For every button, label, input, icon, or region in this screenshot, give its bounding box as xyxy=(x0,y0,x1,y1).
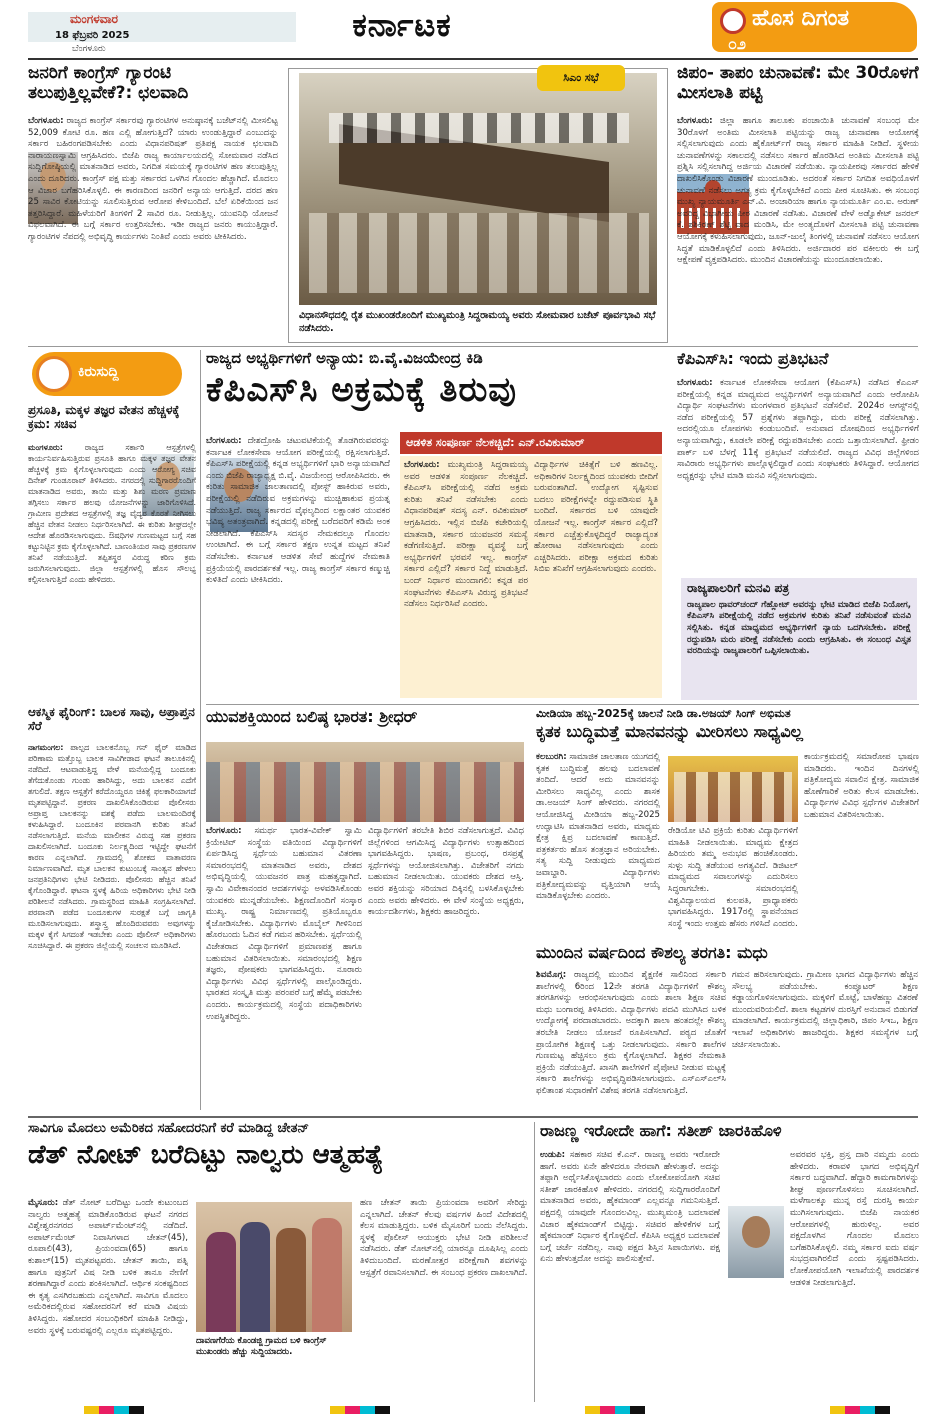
article-zp-election xyxy=(677,64,919,344)
body-text: ಪಾಲ್ಪದ ಬಾಲಕನೊಬ್ಬ ಗನ್ ಫೈರ್ ಮಾಡಿದ ಪರಿಣಾಮ ಮತ್ತೊಬ್ಬ ಬಾಲಕ ಸಾವಿಗೀಡಾದ ಘಟನೆ ತಾಲೂಕಿನಲ್ಲಿ ನಡೆದಿದೆ. ಆಟವಾಡುತ್ತಿದ್ದ ವೇಳೆ ಮನೆಯಲ್ಲಿದ್ದ ಬಂದೂಕು ತೆಗೆದುಕೊಂಡು ಗುಂಡು ಹಾರಿಸಿದ್ದು, ಅದು ಬಾಲಕನ ಎದೆಗೆ ತಗುಲಿದೆ. ತಕ್ಷಣ ಆಸ್ಪತ್ರೆಗೆ ಕರೆದೊಯ್ದರೂ ಚಿಕಿತ್ಸೆ ಫಲಕಾರಿಯಾಗದೆ ಮೃತಪಟ್ಟಿದ್ದಾನೆ. ಪ್ರಕರಣ ದಾಖಲಿಸಿಕೊಂಡಿರುವ ಪೊಲೀಸರು ಅಪ್ರಾಪ್ತ ಬಾಲಕನನ್ನು ವಶಕ್ಕೆ ಪಡೆದು ಬಾಲಮಂದಿರಕ್ಕೆ ಕಳುಹಿಸಿದ್ದಾರೆ. ಬಂದೂಕಿನ ಪರವಾನಗಿ ಕುರಿತು ತನಿಖೆ ನಡೆಸಲಾಗುತ್ತಿದೆ. ಮನೆಯ ಮಾಲೀಕನ ವಿರುದ್ಧ ಸಹ ಪ್ರಕರಣ ದಾಖಲಿಸಲಾಗಿದೆ. ಬಂದೂಕು ನಿರ್ಲಕ್ಷ್ಯದಿಂದ ಇಟ್ಟಿದ್ದೇ ಘಟನೆಗೆ ಕಾರಣ ಎನ್ನಲಾಗಿದೆ. ಗ್ರಾಮದಲ್ಲಿ ಶೋಕದ ವಾತಾವರಣ ನಿರ್ಮಾಣವಾಗಿದೆ. ಮೃತ ಬಾಲಕನ ಕುಟುಂಬಕ್ಕೆ ಸಾಂತ್ವನ ಹೇಳಲು ಜನಪ್ರತಿನಿಧಿಗಳು ಭೇಟಿ ನೀಡಿದರು. ಪೊಲೀಸರು ಹೆಚ್ಚಿನ ತನಿಖೆ ಕೈಗೊಂಡಿದ್ದಾರೆ. ಘಟನಾ ಸ್ಥಳಕ್ಕೆ ಹಿರಿಯ ಅಧಿಕಾರಿಗಳು ಭೇಟಿ ನೀಡಿ ಪರಿಶೀಲನೆ ನಡೆಸಿದರು. ಗ್ರಾಮಸ್ಥರಿಂದ ಮಾಹಿತಿ ಸಂಗ್ರಹಿಸಲಾಗಿದೆ. ಪರವಾನಗಿ ಪಡೆದ ಬಂದೂಕುಗಳ ಸುರಕ್ಷತೆ ಬಗ್ಗೆ ಜಾಗೃತಿ ಮೂಡಿಸಲಾಗುವುದು. ಶಸ್ತ್ರಾಸ್ತ್ರ ಹೊಂದಿರುವವರು ಅವುಗಳನ್ನು ಮಕ್ಕಳ ಕೈಗೆ ಸಿಗದಂತೆ ಇಡಬೇಕು ಎಂದು ಪೊಲೀಸ್ ಅಧಿಕಾರಿಗಳು ಸೂಚಿಸಿದ್ದಾರೆ. ಈ ಪ್ರಕರಣ ಜಿಲ್ಲೆಯಲ್ಲಿ ಸಂಚಲನ ಮೂಡಿಸಿದೆ. xyxy=(28,743,196,950)
body-text: ದೇಶದ್ರೋಹಿ ಚಟುವಟಿಕೆಯಲ್ಲಿ ತೊಡಗಿರುವವರನ್ನು ಕರ್ನಾಟಕ ಲೋಕಸೇವಾ ಆಯೋಗ ಪರೀಕ್ಷೆಯಲ್ಲಿ ರಕ್ಷಿಸಲಾಗುತ್ತಿದೆ. ಕೆಪಿಎಸ್‌ಸಿ ಪರೀಕ್ಷೆಯಲ್ಲಿ ಕನ್ನಡ ಅಭ್ಯರ್ಥಿಗಳಿಗೆ ಭಾರಿ ಅನ್ಯಾಯವಾಗಿದೆ ಎಂದು ಬಿಜೆಪಿ ರಾಜ್ಯಾಧ್ಯಕ್ಷ ಬಿ.ವೈ. ವಿಜಯೇಂದ್ರ ಆರೋಪಿಸಿದರು. ಈ ಕುರಿತು ಸಾಮಾಜಿಕ ಜಾಲತಾಣದಲ್ಲಿ ಪೋಸ್ಟ್ ಹಾಕಿರುವ ಅವರು, ಪರೀಕ್ಷೆಯಲ್ಲಿ ನಡೆದಿರುವ ಅಕ್ರಮಗಳನ್ನು ಮುಚ್ಚಿಹಾಕುವ ಪ್ರಯತ್ನ ನಡೆಯುತ್ತಿದೆ. ರಾಜ್ಯ ಸರ್ಕಾರದ ವೈಫಲ್ಯದಿಂದ ಲಕ್ಷಾಂತರ ಯುವಕರ ಭವಿಷ್ಯ ಅತಂತ್ರವಾಗಿದೆ. ಕನ್ನಡದಲ್ಲಿ ಪರೀಕ್ಷೆ ಬರೆದವರಿಗೆ ಕಡಿಮೆ ಅಂಕ ನೀಡಲಾಗಿದೆ. ಕೆಪಿಎಸ್‌ಸಿ ಸದಸ್ಯರ ನೇಮಕದಲ್ಲೂ ಗೊಂದಲ ಉಂಟಾಗಿದೆ. ಈ ಬಗ್ಗೆ ಸರ್ಕಾರ ತಕ್ಷಣ ಉನ್ನತ ಮಟ್ಟದ ತನಿಖೆ ನಡೆಸಬೇಕು. ಕರ್ನಾಟಕ ಆಡಳಿತ ಸೇವೆ ಹುದ್ದೆಗಳ ನೇಮಕಾತಿ ಪ್ರಕ್ರಿಯೆಯಲ್ಲಿ ಪಾರದರ್ಶಕತೆ ಇಲ್ಲ. ರಾಜ್ಯ ಕಾಂಗ್ರೆಸ್ ಸರ್ಕಾರ ಕಣ್ಮುಚ್ಚಿ ಕುಳಿತಿದೆ ಎಂದು ಟೀಕಿಸಿದರು. xyxy=(206,436,390,586)
box-text: ರಾಜ್ಯಪಾಲ ಥಾವರ್‌ಚಂದ್ ಗೆಹ್ಲೋಟ್ ಅವರನ್ನು ಭೇಟಿ ಮಾಡಿದ ಬಿಜೆಪಿ ನಿಯೋಗ, ಕೆಪಿಎಸ್‌ಸಿ ಪರೀಕ್ಷೆಯಲ್ಲಿ ನಡೆದ ಅಕ್ರಮಗಳ ಕುರಿತು ತನಿಖೆ ನಡೆಸುವಂತೆ ಮನವಿ ಸಲ್ಲಿಸಿತು. ಕನ್ನಡ ಮಾಧ್ಯಮದ ಅಭ್ಯರ್ಥಿಗಳಿಗೆ ನ್ಯಾಯ ಒದಗಿಸಬೇಕು. ಪರೀಕ್ಷೆ ರದ್ದುಪಡಿಸಿ ಮರು ಪರೀಕ್ಷೆ ನಡೆಸಬೇಕು ಎಂದು ಆಗ್ರಹಿಸಿತು. ಈ ಸಂಬಂಧ ವಿಸ್ತೃತ ವರದಿಯನ್ನು ರಾಜ್ಯಪಾಲರಿಗೆ ಒಪ್ಪಿಸಲಾಯಿತು. xyxy=(687,599,911,657)
article-body-2 xyxy=(360,1198,528,1402)
dateline: ಬೆಂಗಳೂರು: xyxy=(206,436,242,446)
article-skill xyxy=(536,944,919,1112)
row3-rule xyxy=(28,1116,918,1118)
header-rule xyxy=(28,58,918,60)
briefs-column xyxy=(28,350,196,1110)
body-text: ಡೆತ್ ನೋಟ್ ಬರೆದಿಟ್ಟು ಒಂದೇ ಕುಟುಂಬದ ನಾಲ್ವರು ಆತ್ಮಹತ್ಯೆ ಮಾಡಿಕೊಂಡಿರುವ ಘಟನೆ ನಗರದ ವಿಶ್ವೇಶ್ವರನಗರದ ಅಪಾರ್ಟ್‌ಮೆಂಟ್‌ನಲ್ಲಿ ನಡೆದಿದೆ. ಅಪಾರ್ಟ್‌ಮೆಂಟ್ ನಿವಾಸಿಗಳಾದ ಚೇತನ್(45), ರೂಪಾಲಿ(43), ಪ್ರಿಯಂವದಾ(65) ಹಾಗೂ ಕುಶಾಲ್(15) ಮೃತಪಟ್ಟವರು. ಚೇತನ್ ತಾಯಿ, ಪತ್ನಿ ಹಾಗೂ ಪುತ್ರನಿಗೆ ವಿಷ ನೀಡಿ ಬಳಿಕ ತಾನೂ ನೇಣಿಗೆ ಶರಣಾಗಿದ್ದಾರೆ ಎಂದು ಶಂಕಿಸಲಾಗಿದೆ. ಆರ್ಥಿಕ ಸಂಕಷ್ಟದಿಂದ ಈ ಕೃತ್ಯ ಎಸಗಿರಬಹುದು ಎನ್ನಲಾಗಿದೆ. ಸಾವಿಗೂ ಮೊದಲು ಅಮೆರಿಕದಲ್ಲಿರುವ ಸಹೋದರನಿಗೆ ಕರೆ ಮಾಡಿ ವಿಷಯ ತಿಳಿಸಿದ್ದರು. ಸಹೋದರ ಸಂಬಂಧಿಕರಿಗೆ ಮಾಹಿತಿ ನೀಡಿದ್ದು, ಅವರು ಸ್ಥಳಕ್ಕೆ ಬರುವಷ್ಟರಲ್ಲಿ ಎಲ್ಲರೂ ಮೃತಪಟ್ಟಿದ್ದರು. xyxy=(28,1198,188,1336)
sub-banner: ಆಡಳಿತ ಸಂಪೂರ್ಣ ನೆಲಕಚ್ಚಿದೆ: ಎನ್.ರವಿಕುಮಾರ್ xyxy=(400,432,662,454)
col-rule-4 xyxy=(534,1122,535,1402)
section-title: ಕರ್ನಾಟಕ xyxy=(352,6,452,44)
headline: ಜಿಪಂ- ತಾಪಂ ಚುನಾವಣೆ: ಮೇ 30ರೊಳಗೆ ಮೀಸಲಾತಿ ಪಟ್ಟಿ xyxy=(677,64,919,103)
dateline: ಉಡುಪಿ: xyxy=(540,1150,566,1160)
dateline: ಬೆಂಗಳೂರು: xyxy=(404,460,440,470)
article-ai xyxy=(536,708,919,940)
dateline: ಬೆಂಗಳೂರು: xyxy=(677,116,713,126)
photo-badge: ಸಿಎಂ ಸಭೆ xyxy=(537,65,625,91)
headline: ಕೆಪಿಎಸ್‌ಸಿ ಅಕ್ರಮಕ್ಕೆ ತಿರುವು xyxy=(206,370,517,411)
dateline: ಮೈಸೂರು: xyxy=(28,1198,59,1208)
registration-strip-mid xyxy=(330,1406,390,1414)
body-text: ರಾಜ್ಯದ ಕಾಂಗ್ರೆಸ್ ಸರ್ಕಾರವು ಗ್ಯಾರಂಟಿಗಳ ಅನುಷ್ಠಾನಕ್ಕೆ ಬಜೆಟ್‌ನಲ್ಲಿ ಮೀಸಲಿಟ್ಟ 52,009 ಕೋಟಿ ರೂ. ಹಣ ಎಲ್ಲಿ ಹೋಗುತ್ತಿದೆ? ಯಾರು ಉಂಡುತ್ತಿದ್ದಾರೆ ಎಂಬುದನ್ನು ಸರ್ಕಾರ ಬಹಿರಂಗಪಡಿಸಬೇಕು ಎಂದು ವಿಧಾನಪರಿಷತ್ ಪ್ರತಿಪಕ್ಷ ನಾಯಕ ಛಲವಾದಿ ನಾರಾಯಣಸ್ವಾಮಿ ಆಗ್ರಹಿಸಿದರು. ಬಿಜೆಪಿ ರಾಜ್ಯ ಕಾರ್ಯಾಲಯದಲ್ಲಿ ಸೋಮವಾರ ನಡೆಸಿದ ಸುದ್ದಿಗೋಷ್ಠಿಯಲ್ಲಿ ಮಾತನಾಡಿದ ಅವರು, ನಿಗದಿತ ಸಮಯಕ್ಕೆ ಗ್ಯಾರಂಟಿಗಳ ಹಣ ತಲುಪುತ್ತಿಲ್ಲ ಎಂದು ದೂರಿದರು. ಕಾಂಗ್ರೆಸ್ ಪಕ್ಷ ಮತ್ತು ಸರ್ಕಾರದ ಒಳಗಿನ ಗೊಂದಲ ಹೆಚ್ಚಾಗಿದೆ. ಮೊದಲು ಆ ವಿಚಾರ ಬಗೆಹರಿಸಿಕೊಳ್ಳಲಿ. ಈ ಕಾರಣದಿಂದ ಜನರಿಗೆ ಅನ್ಯಾಯ ಆಗುತ್ತಿದೆ. ದರದ ಹಣ 25 ಸಾವಿರ ಕೋಟಿಯನ್ನು ಸೂಲಿಸುತ್ತಿರುವ ಆರೋಪ ಕೇಳಿಬಂದಿದೆ. ಬೆಲೆ ಏರಿಕೆಯಿಂದ ಜನ ತತ್ತರಿಸಿದ್ದಾರೆ. ಮಹಿಳೆಯರಿಗೆ ತಿಂಗಳಿಗೆ 2 ಸಾವಿರ ರೂ. ನೀಡುತ್ತಿಲ್ಲ. ಯುವನಿಧಿ ಯೋಜನೆ ವಿಫಲವಾಗಿದೆ. ಈ ಬಗ್ಗೆ ಸರ್ಕಾರ ಉತ್ತರಿಸಬೇಕು. ಇಡೀ ರಾಜ್ಯದ ಜನರು ಕಾಯುತ್ತಿದ್ದಾರೆ. ಗ್ಯಾರಂಟಿಗಳ ನೆಪದಲ್ಲಿ ಅಭಿವೃದ್ಧಿ ಕಾರ್ಯಗಳು ನಿಂತಿವೆ ಎಂದು ಅವರು ಟೀಕಿಸಿದರು. xyxy=(28,116,278,242)
body-text: ರಾಜ್ಯದಲ್ಲಿ ಮುಂದಿನ ಶೈಕ್ಷಣಿಕ ಸಾಲಿನಿಂದ ಸರ್ಕಾರಿ ಶಾಲೆಗಳಲ್ಲಿ 6ರಿಂದ 12ನೇ ತರಗತಿ ವಿದ್ಯಾರ್ಥಿಗಳಿಗೆ ಕೌಶಲ್ಯ ತರಗತಿಗಳನ್ನು ಆರಂಭಿಸಲಾಗುವುದು ಎಂದು ಶಾಲಾ ಶಿಕ್ಷಣ ಸಚಿವ ಮಧು ಬಂಗಾರಪ್ಪ ತಿಳಿಸಿದರು. ವಿದ್ಯಾರ್ಥಿಗಳು ಪದವಿ ಮುಗಿಸಿದ ಬಳಿಕ ಉದ್ಯೋಗಕ್ಕೆ ಪರದಾಡಬಾರದು. ಅದಕ್ಕಾಗಿ ಶಾಲಾ ಹಂತದಲ್ಲೇ ಕೌಶಲ್ಯ ತರಬೇತಿ ನೀಡಲು ಯೋಜನೆ ರೂಪಿಸಲಾಗಿದೆ. ಪಠ್ಯದ ಜೊತೆಗೆ ಪ್ರಾಯೋಗಿಕ ಶಿಕ್ಷಣಕ್ಕೆ ಒತ್ತು ನೀಡಲಾಗುವುದು. ಸರ್ಕಾರಿ ಶಾಲೆಗಳ ಗುಣಮಟ್ಟ ಹೆಚ್ಚಿಸಲು ಕ್ರಮ ಕೈಗೊಳ್ಳಲಾಗಿದೆ. ಶಿಕ್ಷಕರ ನೇಮಕಾತಿ ಪ್ರಕ್ರಿಯೆ ನಡೆಯುತ್ತಿದೆ. ಖಾಸಗಿ ಶಾಲೆಗಳಿಗೆ ಪೈಪೋಟಿ ನೀಡುವ ಮಟ್ಟಕ್ಕೆ ಸರ್ಕಾರಿ ಶಾಲೆಗಳನ್ನು ಅಭಿವೃದ್ಧಿಪಡಿಸಲಾಗುವುದು. ಎಸ್‌ಎಸ್‌ಎಲ್‌ಸಿ ಫಲಿತಾಂಶ ಸುಧಾರಣೆಗೆ ವಿಶೇಷ ತರಗತಿ ನಡೆಸಲಾಗುತ್ತಿದೆ. xyxy=(536,970,726,1096)
body-text: ರಾಜ್ಯದ ಸರ್ಕಾರಿ ಆಸ್ಪತ್ರೆಗಳಲ್ಲಿ ಕಾರ್ಯನಿರ್ವಹಿಸುತ್ತಿರುವ ಪ್ರಸೂತಿ ಹಾಗೂ ಮಕ್ಕಳ ತಜ್ಞರ ವೇತನ ಹೆಚ್ಚಳಕ್ಕೆ ಕ್ರಮ ಕೈಗೊಳ್ಳಲಾಗುವುದು ಎಂದು ಆರೋಗ್ಯ ಸಚಿವ ದಿನೇಶ್ ಗುಂಡೂರಾವ್ ತಿಳಿಸಿದರು. ನಗರದಲ್ಲಿ ಸುದ್ದಿಗಾರರೊಂದಿಗೆ ಮಾತನಾಡಿದ ಅವರು, ತಾಯಿ ಮತ್ತು ಶಿಶು ಮರಣ ಪ್ರಮಾಣ ತಗ್ಗಿಸಲು ಸರ್ಕಾರ ಹಲವು ಯೋಜನೆಗಳನ್ನು ಜಾರಿಗೊಳಿಸಿದೆ. ಗ್ರಾಮೀಣ ಪ್ರದೇಶದ ಆಸ್ಪತ್ರೆಗಳಲ್ಲಿ ತಜ್ಞ ವೈದ್ಯರ ಕೊರತೆ ನೀಗಿಸಲು ಹೆಚ್ಚಿನ ವೇತನ ನೀಡಲು ನಿರ್ಧರಿಸಲಾಗಿದೆ. ಈ ಕುರಿತು ಶೀಘ್ರದಲ್ಲೇ ಆದೇಶ ಹೊರಡಿಸಲಾಗುವುದು. ಔಷಧಿಗಳ ಗುಣಮಟ್ಟದ ಬಗ್ಗೆ ಸಹ ಕಟ್ಟುನಿಟ್ಟಿನ ಕ್ರಮ ಕೈಗೊಳ್ಳಲಾಗಿದೆ. ಬಾಣಂತಿಯರ ಸಾವು ಪ್ರಕರಣಗಳ ತನಿಖೆ ನಡೆಯುತ್ತಿದೆ. ತಪ್ಪಿತಸ್ಥರ ವಿರುದ್ಧ ಕಠಿಣ ಕ್ರಮ ಜರುಗಿಸಲಾಗುವುದು. ಜಿಲ್ಲಾ ಆಸ್ಪತ್ರೆಗಳಲ್ಲಿ ಹೊಸ ಸೌಲಭ್ಯ ಕಲ್ಪಿಸಲಾಗುತ್ತಿದೆ ಎಂದು ಹೇಳಿದರು. xyxy=(28,443,196,584)
body-text: ವಿದ್ಯಾರ್ಥಿಗಳಿಗೆ ತರಬೇತಿ ಶಿಬಿರ ನಡೆಸಲಾಗುತ್ತದೆ. ವಿವಿಧ ಜಿಲ್ಲೆಗಳಿಂದ ಆಗಮಿಸಿದ್ದ ವಿದ್ಯಾರ್ಥಿಗಳು ಉತ್ಸಾಹದಿಂದ ಭಾಗವಹಿಸಿದ್ದರು. ಭಾಷಣ, ಪ್ರಬಂಧ, ರಸಪ್ರಶ್ನೆ ಸ್ಪರ್ಧೆಗಳನ್ನು ಆಯೋಜಿಸಲಾಗಿತ್ತು. ವಿಜೇತರಿಗೆ ನಗದು ಬಹುಮಾನ ನೀಡಲಾಯಿತು. ಯುವಕರು ದೇಶದ ಆಸ್ತಿ. ಅವರ ಶಕ್ತಿಯನ್ನು ಸರಿಯಾದ ದಿಕ್ಕಿನಲ್ಲಿ ಬಳಸಿಕೊಳ್ಳಬೇಕು ಎಂದು ಅವರು ಹೇಳಿದರು. ಈ ವೇಳೆ ಸಂಸ್ಥೆಯ ಅಧ್ಯಕ್ಷರು, ಕಾರ್ಯದರ್ಶಿಗಳು, ಶಿಕ್ಷಕರು ಹಾಜರಿದ್ದರು. xyxy=(368,826,524,918)
body-text: ಗಮನ ಹರಿಸಲಾಗುವುದು. ಗ್ರಾಮೀಣ ಭಾಗದ ವಿದ್ಯಾರ್ಥಿಗಳು ಹೆಚ್ಚಿನ ಸೌಲಭ್ಯ ಪಡೆಯಬೇಕು. ಕಂಪ್ಯೂಟರ್ ಶಿಕ್ಷಣ ಕಡ್ಡಾಯಗೊಳಿಸಲಾಗುವುದು. ಮಕ್ಕಳಿಗೆ ಮೊಟ್ಟೆ, ಬಾಳೆಹಣ್ಣು ವಿತರಣೆ ಮುಂದುವರಿಯಲಿದೆ. ಶಾಲಾ ಕಟ್ಟಡಗಳ ದುರಸ್ತಿಗೆ ಅನುದಾನ ಬಿಡುಗಡೆ ಮಾಡಲಾಗಿದೆ. ಕಾರ್ಯಕ್ರಮದಲ್ಲಿ ಜಿಲ್ಲಾಧಿಕಾರಿ, ಜಿಪಂ ಸಿಇಒ, ಶಿಕ್ಷಣ ಇಲಾಖೆ ಅಧಿಕಾರಿಗಳು ಹಾಜರಿದ್ದರು. ಶಿಕ್ಷಕರ ಸಮಸ್ಯೆಗಳ ಬಗ್ಗೆ ಚರ್ಚಿಸಲಾಯಿತು. xyxy=(732,970,918,1050)
body-text: ಸಹಕಾರ ಸಚಿವ ಕೆ.ಎನ್. ರಾಜಣ್ಣ ಅವರು ಇರೋದೇ ಹಾಗೆ. ಅವರು ಏನೇ ಹೇಳಿದರೂ ನೇರವಾಗಿ ಹೇಳುತ್ತಾರೆ. ಅದನ್ನು ತಪ್ಪಾಗಿ ಅರ್ಥೈಸಿಕೊಳ್ಳಬಾರದು ಎಂದು ಲೋಕೋಪಯೋಗಿ ಸಚಿವ ಸತೀಶ್ ಜಾರಕಿಹೊಳಿ ಹೇಳಿದರು. ನಗರದಲ್ಲಿ ಸುದ್ದಿಗಾರರೊಂದಿಗೆ ಮಾತನಾಡಿದ ಅವರು, ಹೈಕಮಾಂಡ್ ಎಲ್ಲವನ್ನೂ ಗಮನಿಸುತ್ತಿದೆ. ಪಕ್ಷದಲ್ಲಿ ಯಾವುದೇ ಗೊಂದಲವಿಲ್ಲ. ಮುಖ್ಯಮಂತ್ರಿ ಬದಲಾವಣೆ ವಿಚಾರ ಹೈಕಮಾಂಡ್‌ಗೆ ಬಿಟ್ಟಿದ್ದು. ಸಚಿವರ ಹೇಳಿಕೆಗಳ ಬಗ್ಗೆ ಹೈಕಮಾಂಡ್ ನಿರ್ಧಾರ ಕೈಗೊಳ್ಳಲಿದೆ. ಕೆಪಿಸಿಸಿ ಅಧ್ಯಕ್ಷರ ಬದಲಾವಣೆ ಬಗ್ಗೆ ಚರ್ಚೆ ನಡೆದಿಲ್ಲ. ನಾವು ಪಕ್ಷದ ಶಿಸ್ತಿನ ಸಿಪಾಯಿಗಳು. ಪಕ್ಷ ಏನು ಹೇಳುತ್ತದೋ ಅದನ್ನು ಪಾಲಿಸುತ್ತೇವೆ. xyxy=(540,1150,720,1265)
body-text: ಕಾರ್ಯಕ್ರಮದಲ್ಲಿ ಸಮಾರೋಪ ಭಾಷಣ ಮಾಡಿದರು. ಇಂದಿನ ದಿನಗಳಲ್ಲಿ ಪತ್ರಿಕೋದ್ಯಮ ಸವಾಲಿನ ಕ್ಷೇತ್ರ. ಸಾಮಾಜಿಕ ಹೊಣೆಗಾರಿಕೆ ಅರಿತು ಕೆಲಸ ಮಾಡಬೇಕು. ವಿದ್ಯಾರ್ಥಿಗಳ ವಿವಿಧ ಸ್ಪರ್ಧೆಗಳ ವಿಜೇತರಿಗೆ ಬಹುಮಾನ ವಿತರಿಸಲಾಯಿತು. xyxy=(804,752,919,820)
headline: ರಾಜಣ್ಣ ಇರೋದೇ ಹಾಗೆ: ಸತೀಶ್ ಜಾರಕಿಹೊಳಿ xyxy=(540,1121,782,1140)
article-body-c xyxy=(534,460,658,694)
registration-strip-left xyxy=(84,1406,144,1414)
headline: ಕೃತಕ ಬುದ್ಧಿಮತ್ತೆ ಮಾನವನನ್ನು ಮೀರಿಸಲು ಸಾಧ್ಯವಿಲ್ಲ xyxy=(536,721,803,741)
article-body-2 xyxy=(368,826,524,1112)
article-body-2 xyxy=(668,826,798,938)
governor-box xyxy=(681,578,917,700)
kicker: ರಾಜ್ಯದ ಅಭ್ಯರ್ಥಿಗಳಿಗೆ ಅನ್ಯಾಯ: ಬಿ.ವೈ.ವಿಜಯೇಂದ್ರ ಕಿಡಿ xyxy=(206,349,483,367)
youth-group-photo xyxy=(206,742,524,822)
article-body xyxy=(28,1198,188,1402)
dateline: ಮಂಗಳೂರು: xyxy=(28,443,63,452)
brief-1-title: ಪ್ರಸೂತಿ, ಮಕ್ಕಳ ತಜ್ಞರ ವೇತನ ಹೆಚ್ಚಳಕ್ಕೆ ಕ್ರಮ: ಸಚಿವ xyxy=(28,403,180,431)
col-rule-1 xyxy=(200,350,201,1110)
body-text: ಹಣ ಚೇತನ್ ತಾಯಿ ಪ್ರಿಯಂವದಾ ಅವರಿಗೆ ಸೇರಿದ್ದು ಎನ್ನಲಾಗಿದೆ. ಚೇತನ್ ಕೆಲವು ವರ್ಷಗಳ ಹಿಂದೆ ವಿದೇಶದಲ್ಲಿ ಕೆಲಸ ಮಾಡುತ್ತಿದ್ದರು. ಬಳಿಕ ಮೈಸೂರಿಗೆ ಬಂದು ನೆಲೆಸಿದ್ದರು. ಸ್ಥಳಕ್ಕೆ ಪೊಲೀಸ್ ಆಯುಕ್ತರು ಭೇಟಿ ನೀಡಿ ಪರಿಶೀಲನೆ ನಡೆಸಿದರು. ಡೆತ್ ನೋಟ್‌ನಲ್ಲಿ ಯಾರನ್ನೂ ದೂಷಿಸಿಲ್ಲ ಎಂದು ತಿಳಿದುಬಂದಿದೆ. ಮರಣೋತ್ತರ ಪರೀಕ್ಷೆಗಾಗಿ ಶವಗಳನ್ನು ಆಸ್ಪತ್ರೆಗೆ ರವಾನಿಸಲಾಗಿದೆ. ಈ ಸಂಬಂಧ ಪ್ರಕರಣ ದಾಖಲಾಗಿದೆ. xyxy=(360,1198,528,1278)
article-body-a xyxy=(206,436,390,698)
dateline: ಬೆಂಗಳೂರು: xyxy=(28,116,64,126)
family-photo xyxy=(196,1202,352,1332)
article-satish xyxy=(540,1122,919,1402)
satish-photo xyxy=(728,1206,784,1278)
kicker: ಸಾವಿಗೂ ಮೊದಲು ಅಮೆರಿಕದ ಸಹೋದರನಿಗೆ ಕರೆ ಮಾಡಿದ್ದ ಚೇತನ್ xyxy=(28,1121,310,1136)
body-text: ಮುಖ್ಯಮಂತ್ರಿ ಸಿದ್ದರಾಮಯ್ಯ ಅವರ ಆಡಳಿತ ಸಂಪೂರ್ಣ ನೆಲಕಚ್ಚಿದೆ. ಕೆಪಿಎಸ್‌ಸಿ ಪರೀಕ್ಷೆಯಲ್ಲಿ ನಡೆದ ಅಕ್ರಮ ಕುರಿತು ತನಿಖೆ ನಡೆಸಬೇಕು ಎಂದು ವಿಧಾನಪರಿಷತ್ ಸದಸ್ಯ ಎನ್. ರವಿಕುಮಾರ್ ಆಗ್ರಹಿಸಿದರು. ಇಲ್ಲಿನ ಬಿಜೆಪಿ ಕಚೇರಿಯಲ್ಲಿ ಮಾತನಾಡಿ, ಸರ್ಕಾರ ಯುವಜನರ ಸಮಸ್ಯೆ ಕಡೆಗಣಿಸುತ್ತಿದೆ. ಪರೀಕ್ಷಾ ವ್ಯವಸ್ಥೆ ಬಗ್ಗೆ ಅಭ್ಯರ್ಥಿಗಳಿಗೆ ಭರವಸೆ ಇಲ್ಲ. ಕಾಂಗ್ರೆಸ್ ಸರ್ಕಾರ ಎಲ್ಲಿದೆ? ಸರ್ಕಾರ ನಿದ್ದೆ ಮಾಡುತ್ತಿದೆ. ಬಂದ್ ನಿರ್ಧಾರ ಮುಂದಾಗಲಿ: ಕನ್ನಡ ಪರ ಸಂಘಟನೆಗಳು ಕೆಪಿಎಸ್‌ಸಿ ವಿರುದ್ಧ ಪ್ರತಿಭಟನೆ ನಡೆಸಲು ನಿರ್ಧರಿಸಿವೆ ಎಂದರು. xyxy=(404,460,528,610)
briefs-logo-text: ಕಿರುಸುದ್ದಿ xyxy=(78,364,119,380)
row1-rule xyxy=(28,346,918,347)
header-city: ಬೆಂಗಳೂರು xyxy=(72,44,106,54)
article-body xyxy=(540,1150,720,1402)
headline: ಡೆತ್ ನೋಟ್ ಬರೆದಿಟ್ಟು ನಾಲ್ವರು ಆತ್ಮಹತ್ಯೆ xyxy=(28,1139,384,1170)
article-body xyxy=(28,116,278,342)
article-body xyxy=(206,826,362,1112)
kicker: ಮೀಡಿಯಾ ಹಬ್ಬ-2025ಕ್ಕೆ ಚಾಲನೆ ನೀಡಿ ಡಾ.ಅಜಯ್ ಸಿಂಗ್ ಅಭಿಮತ xyxy=(536,707,791,720)
body-text: ಸಾಮಾಜಿಕ ಜಾಲತಾಣ ಯುಗದಲ್ಲಿ ಕೃತಕ ಬುದ್ಧಿಮತ್ತೆ ಹಲವು ಬದಲಾವಣೆ ತಂದಿದೆ. ಆದರೆ ಅದು ಮಾನವನನ್ನು ಮೀರಿಸಲು ಸಾಧ್ಯವಿಲ್ಲ ಎಂದು ಶಾಸಕ ಡಾ.ಅಜಯ್ ಸಿಂಗ್ ಹೇಳಿದರು. ನಗರದಲ್ಲಿ ಆಯೋಜಿಸಿದ್ದ ಮೀಡಿಯಾ ಹಬ್ಬ-2025 ಉದ್ಘಾಟಿಸಿ ಮಾತನಾಡಿದ ಅವರು, ಮಾಧ್ಯಮ ಕ್ಷೇತ್ರ ಕ್ಷಿಪ್ರ ಬದಲಾವಣೆ ಕಾಣುತ್ತಿದೆ. ಪತ್ರಕರ್ತರು ಹೊಸ ತಂತ್ರಜ್ಞಾನ ಅರಿಯಬೇಕು. ಸತ್ಯ ಸುದ್ದಿ ನೀಡುವುದು ಮಾಧ್ಯಮದ ಜವಾಬ್ದಾರಿ. ವಿದ್ಯಾರ್ಥಿಗಳು ಪತ್ರಿಕೋದ್ಯಮವನ್ನು ವೃತ್ತಿಯಾಗಿ ಆಯ್ಕೆ ಮಾಡಿಕೊಳ್ಳಬೇಕು ಎಂದರು. xyxy=(536,752,660,902)
masthead-title: ಹೊಸ ದಿಗಂತ xyxy=(752,6,850,31)
media-fest-photo xyxy=(668,756,798,822)
headline: ಯುವಶಕ್ತಿಯಿಂದ ಬಲಿಷ್ಠ ಭಾರತ: ಶ್ರೀಧರ್ xyxy=(206,707,418,726)
row2-rule xyxy=(206,704,919,705)
header-band xyxy=(0,0,945,54)
dateline: ಶಿವಮೊಗ್ಗ: xyxy=(536,970,567,980)
cm-meeting-photo-box xyxy=(288,68,668,343)
article-suicide xyxy=(28,1122,528,1402)
meeting-photo xyxy=(299,73,657,305)
article-body-b xyxy=(404,460,528,694)
article-kpsc xyxy=(206,350,668,700)
article-body xyxy=(536,752,660,938)
body-text: ಕರ್ನಾಟಕ ಲೋಕಸೇವಾ ಆಯೋಗ (ಕೆಪಿಎಸ್‌ಸಿ) ನಡೆಸಿದ ಕೆಎಎಸ್ ಪರೀಕ್ಷೆಯಲ್ಲಿ ಕನ್ನಡ ಮಾಧ್ಯಮದ ಅಭ್ಯರ್ಥಿಗಳಿಗೆ ಅನ್ಯಾಯವಾಗಿದೆ ಎಂದು ಆರೋಪಿಸಿ ವಿದ್ಯಾರ್ಥಿ ಸಂಘಟನೆಗಳು ಮಂಗಳವಾರ ಪ್ರತಿಭಟನೆ ನಡೆಸಲಿವೆ. 2024ರ ಆಗಸ್ಟ್‌ನಲ್ಲಿ ನಡೆದ ಪರೀಕ್ಷೆಯಲ್ಲಿ 57 ಪ್ರಶ್ನೆಗಳು ತಪ್ಪಾಗಿದ್ದು, ಮರು ಪರೀಕ್ಷೆ ನಡೆಸಲಾಗಿತ್ತು. ಅದರಲ್ಲಿಯೂ ಲೋಪಗಳು ಕಂಡುಬಂದಿವೆ. ಅನುವಾದ ದೋಷದಿಂದ ಅಭ್ಯರ್ಥಿಗಳಿಗೆ ಅನ್ಯಾಯವಾಗಿದ್ದು, ಕೂಡಲೇ ಪರೀಕ್ಷೆ ರದ್ದುಪಡಿಸಬೇಕು ಎಂದು ಒತ್ತಾಯಿಸಲಾಗಿದೆ. ಫ್ರೀಡಂ ಪಾರ್ಕ್ ಬಳಿ ಬೆಳಗ್ಗೆ 11ಕ್ಕೆ ಪ್ರತಿಭಟನೆ ನಡೆಯಲಿದೆ. ರಾಜ್ಯದ ವಿವಿಧ ಜಿಲ್ಲೆಗಳಿಂದ ಸಾವಿರಾರು ಅಭ್ಯರ್ಥಿಗಳು ಪಾಲ್ಗೊಳ್ಳಲಿದ್ದಾರೆ ಎಂದು ಸಂಘಟಕರು ತಿಳಿಸಿದ್ದಾರೆ. ಆಯೋಗದ ಅಧ್ಯಕ್ಷರನ್ನು ಭೇಟಿ ಮಾಡಿ ಮನವಿ ಸಲ್ಲಿಸಲಾಗುವುದು. xyxy=(677,378,919,481)
dateline: ಬೆಂಗಳೂರು: xyxy=(206,826,242,836)
article-body-2 xyxy=(732,970,918,1110)
headline: ಮುಂದಿನ ವರ್ಷದಿಂದ ಕೌಶಲ್ಯ ತರಗತಿ: ಮಧು xyxy=(536,943,768,962)
body-text: ಸಮರ್ಥ ಭಾರತ-ವಿವೇಕ್ ಸ್ವಾಮಿ ಕ್ರಿಯೇಟಿವ್ ಸಂಸ್ಥೆಯ ವತಿಯಿಂದ ವಿದ್ಯಾರ್ಥಿಗಳಿಗೆ ಏರ್ಪಡಿಸಿದ್ದ ಸ್ಪರ್ಧೆಯ ಬಹುಮಾನ ವಿತರಣಾ ಸಮಾರಂಭದಲ್ಲಿ ಮಾತನಾಡಿದ ಅವರು, ದೇಶದ ಅಭಿವೃದ್ಧಿಯಲ್ಲಿ ಯುವಜನರ ಪಾತ್ರ ಮಹತ್ವದ್ದಾಗಿದೆ. ಸ್ವಾಮಿ ವಿವೇಕಾನಂದರ ಆದರ್ಶಗಳನ್ನು ಅಳವಡಿಸಿಕೊಂಡು ಯುವಕರು ಮುನ್ನಡೆಯಬೇಕು. ಶಿಕ್ಷಣದೊಂದಿಗೆ ಸಂಸ್ಕಾರ ಮುಖ್ಯ. ರಾಷ್ಟ್ರ ನಿರ್ಮಾಣದಲ್ಲಿ ಪ್ರತಿಯೊಬ್ಬರೂ ಕೈಜೋಡಿಸಬೇಕು. ವಿದ್ಯಾರ್ಥಿಗಳು ಮೊಬೈಲ್ ಗೀಳಿನಿಂದ ಹೊರಬಂದು ಓದಿನ ಕಡೆ ಗಮನ ಹರಿಸಬೇಕು. ಸ್ಪರ್ಧೆಯಲ್ಲಿ ವಿಜೇತರಾದ ವಿದ್ಯಾರ್ಥಿಗಳಿಗೆ ಪ್ರಮಾಣಪತ್ರ ಹಾಗೂ ಬಹುಮಾನ ವಿತರಿಸಲಾಯಿತು. ಸಮಾರಂಭದಲ್ಲಿ ಶಿಕ್ಷಣ ತಜ್ಞರು, ಪೋಷಕರು ಭಾಗವಹಿಸಿದ್ದರು. ನೂರಾರು ವಿದ್ಯಾರ್ಥಿಗಳು ವಿವಿಧ ಸ್ಪರ್ಧೆಗಳಲ್ಲಿ ಪಾಲ್ಗೊಂಡಿದ್ದರು. ಭಾರತದ ಸಂಸ್ಕೃತಿ ಮತ್ತು ಪರಂಪರೆ ಬಗ್ಗೆ ಹೆಮ್ಮೆ ಪಡಬೇಕು ಎಂದರು. ಕಾರ್ಯಕ್ರಮದಲ್ಲಿ ಸಂಸ್ಥೆಯ ಪದಾಧಿಕಾರಿಗಳು ಉಪಸ್ಥಿತರಿದ್ದರು. xyxy=(206,826,362,1022)
briefs-logo xyxy=(32,352,182,396)
article-body-2 xyxy=(790,1150,919,1402)
body-text: ಜಿಲ್ಲಾ ಹಾಗೂ ತಾಲೂಕು ಪಂಚಾಯಿತಿ ಚುನಾವಣೆ ಸಂಬಂಧ ಮೇ 30ರೊಳಗೆ ಅಂತಿಮ ಮೀಸಲಾತಿ ಪಟ್ಟಿಯನ್ನು ರಾಜ್ಯ ಚುನಾವಣಾ ಆಯೋಗಕ್ಕೆ ಸಲ್ಲಿಸಲಾಗುವುದು ಎಂದು ಹೈಕೋರ್ಟ್‌ಗೆ ರಾಜ್ಯ ಸರ್ಕಾರ ಮಾಹಿತಿ ನೀಡಿದೆ. ಸ್ಥಳೀಯ ಚುನಾವಣೆಗಳನ್ನು ಸಕಾಲದಲ್ಲಿ ನಡೆಸಲು ಸರ್ಕಾರ ಹೊರಡಿಸಿದ ಅಂತಿಮ ಮೀಸಲಾತಿ ಪಟ್ಟಿ ಪ್ರಶ್ನಿಸಿ ಸಲ್ಲಿಸಲಾಗಿದ್ದ ಅರ್ಜಿಯ ವಿಚಾರಣೆ ನಡೆಯಿತು. ನ್ಯಾಯಪೀಠವು ಸರ್ಕಾರದ ಹೇಳಿಕೆ ದಾಖಲಿಸಿಕೊಂಡು ವಿಚಾರಣೆ ಮುಂದೂಡಿತು. ಅದರಂತೆ ಸರ್ಕಾರ ನಿಗದಿತ ಅವಧಿಯೊಳಗೆ ಚುನಾವಣೆ ನಡೆಸಲು ಅಗತ್ಯ ಕ್ರಮ ಕೈಗೊಳ್ಳಬೇಕಿದೆ ಎಂದು ಪೀಠ ಸೂಚಿಸಿತು. ಈ ಸಂಬಂಧ ಮುಖ್ಯ ನ್ಯಾಯಮೂರ್ತಿ ಎನ್.ವಿ. ಅಂಜಾರಿಯಾ ಹಾಗೂ ನ್ಯಾಯಮೂರ್ತಿ ಎಂ.ಐ. ಅರುಣ್ ಅವರಿದ್ದ ವಿಭಾಗೀಯ ಪೀಠ ವಿಚಾರಣೆ ನಡೆಸಿತು. ವಿಚಾರಣೆ ವೇಳೆ ಅಡ್ವೊಕೇಟ್ ಜನರಲ್ ಕೆ. ಶಶಿಕಿರಣ್ ಶೆಟ್ಟಿ ವಾದ ಮಂಡಿಸಿ, ಮೇ ಅಂತ್ಯದೊಳಗೆ ಮೀಸಲಾತಿ ಪಟ್ಟಿ ಚುನಾವಣಾ ಆಯೋಗಕ್ಕೆ ಕಳುಹಿಸಲಾಗುವುದು, ಜೂನ್-ಜುಲೈ ತಿಂಗಳಲ್ಲಿ ಚುನಾವಣೆ ನಡೆಸಲು ಆಯೋಗ ಸಿದ್ಧತೆ ಮಾಡಿಕೊಳ್ಳಲಿದೆ ಎಂದು ತಿಳಿಸಿದರು. ಅರ್ಜಿದಾರರ ಪರ ವಕೀಲರು ಈ ಬಗ್ಗೆ ಆಕ್ಷೇಪಣೆ ವ್ಯಕ್ತಪಡಿಸಿದರು. ಮುಂದಿನ ವಿಚಾರಣೆಯನ್ನು ಮುಂದೂಡಲಾಯಿತು. xyxy=(677,116,919,266)
brief-2-title: ಆಕಸ್ಮಿಕ ಫೈರಿಂಗ್: ಬಾಲಕ ಸಾವು, ಅಪ್ರಾಪ್ತನ ಸೆರೆ xyxy=(28,705,195,733)
header-date: 18 ಫೆಬ್ರವರಿ 2025 xyxy=(55,30,130,41)
article-body xyxy=(677,116,919,342)
article-body xyxy=(677,378,919,574)
dateline: ಕಲಬುರಗಿ: xyxy=(536,752,567,762)
body-text: ವಿದ್ಯಾರ್ಥಿಗಳ ಚಿಕಿತ್ಸೆಗೆ ಬಳಿ ಹಣವಿಲ್ಲ. ಅಧಿಕಾರಿಗಳ ನಿರ್ಲಕ್ಷ್ಯದಿಂದ ಯುವಕರು ಬೀದಿಗೆ ಬರುವಂತಾಗಿದೆ. ಉದ್ಯೋಗ ಸೃಷ್ಟಿಸುವ ಬದಲು ಪರೀಕ್ಷೆಗಳನ್ನೇ ರದ್ದುಪಡಿಸುವ ಸ್ಥಿತಿ ಬಂದಿದೆ. ಸರ್ಕಾರದ ಬಳಿ ಯಾವುದೇ ಯೋಜನೆ ಇಲ್ಲ. ಕಾಂಗ್ರೆಸ್ ಸರ್ಕಾರ ಎಲ್ಲಿದೆ? ಸರ್ಕಾರ ಎಚ್ಚೆತ್ತುಕೊಳ್ಳದಿದ್ದರೆ ರಾಜ್ಯಾದ್ಯಂತ ಹೋರಾಟ ನಡೆಸಲಾಗುವುದು ಎಂದು ಎಚ್ಚರಿಸಿದರು. ಪರೀಕ್ಷಾ ಅಕ್ರಮದ ಕುರಿತು ಸಿಬಿಐ ತನಿಖೆಗೆ ಆಗ್ರಹಿಸಲಾಗುವುದು ಎಂದರು. xyxy=(534,460,658,575)
body-text: ಅವರವರ ಭಕ್ತಿ, ಪ್ರಸ್ತ ದಾರಿ ನಮ್ಮದು ಎಂದು ಹೇಳಿದರು. ಕರಾವಳಿ ಭಾಗದ ಅಭಿವೃದ್ಧಿಗೆ ಸರ್ಕಾರ ಬದ್ಧವಾಗಿದೆ. ಹೆದ್ದಾರಿ ಕಾಮಗಾರಿಗಳನ್ನು ಶೀಘ್ರ ಪೂರ್ಣಗೊಳಿಸಲು ಸೂಚಿಸಲಾಗಿದೆ. ಮಳೆಗಾಲಕ್ಕೂ ಮುನ್ನ ರಸ್ತೆ ದುರಸ್ತಿ ಕಾರ್ಯ ಮುಗಿಸಲಾಗುವುದು. ಬಿಜೆಪಿ ನಾಯಕರ ಆರೋಪಗಳಲ್ಲಿ ಹುರುಳಿಲ್ಲ. ಅವರ ಪಕ್ಷದೊಳಗಿನ ಗೊಂದಲ ಮೊದಲು ಬಗೆಹರಿಸಿಕೊಳ್ಳಲಿ. ನಮ್ಮ ಸರ್ಕಾರ ಐದು ವರ್ಷ ಸುಭದ್ರವಾಗಿರಲಿದೆ ಎಂದು ಸ್ಪಷ್ಟಪಡಿಸಿದರು. ಲೋಕೋಪಯೋಗಿ ಇಲಾಖೆಯಲ್ಲಿ ಪಾರದರ್ಶಕ ಆಡಳಿತ ನೀಡಲಾಗುತ್ತಿದೆ. xyxy=(790,1150,919,1288)
dateline: ನಾಗಮಂಗಲ: xyxy=(28,743,64,752)
masthead-logo-icon xyxy=(720,8,746,34)
brief-1-body xyxy=(28,442,196,684)
article-kpsc-protest xyxy=(677,350,919,700)
dateline: ಬೆಂಗಳೂರು: xyxy=(677,378,713,388)
finger-icon xyxy=(36,356,72,392)
headline: ಕೆಪಿಎಸ್‌ಸಿ: ಇಂದು ಪ್ರತಿಭಟನೆ xyxy=(677,349,829,368)
body-text: ರೇಡಿಯೋ ಟಿವಿ ಪ್ರಕ್ರಿಯೆ ಕುರಿತು ವಿದ್ಯಾರ್ಥಿಗಳಿಗೆ ಮಾಹಿತಿ ನೀಡಲಾಯಿತು. ಮಾಧ್ಯಮ ಕ್ಷೇತ್ರದ ಹಿರಿಯರು ತಮ್ಮ ಅನುಭವ ಹಂಚಿಕೊಂಡರು. ಸುಳ್ಳು ಸುದ್ದಿ ತಡೆಯುವ ಅಗತ್ಯವಿದೆ. ಡಿಜಿಟಲ್ ಮಾಧ್ಯಮದ ಸವಾಲುಗಳನ್ನು ಎದುರಿಸಲು ಸಿದ್ಧರಾಗಬೇಕು. ಸಮಾರಂಭದಲ್ಲಿ ವಿಶ್ವವಿದ್ಯಾಲಯದ ಕುಲಪತಿ, ಪ್ರಾಧ್ಯಾಪಕರು ಭಾಗವಹಿಸಿದ್ದರು. 1917ರಲ್ಲಿ ಸ್ಥಾಪನೆಯಾದ ಸಂಸ್ಥೆ ಇಂದು ಉತ್ತಮ ಹೆಸರು ಗಳಿಸಿದೆ ಎಂದರು. xyxy=(668,826,798,929)
article-body xyxy=(536,970,726,1110)
registration-strip-mid2 xyxy=(585,1406,645,1414)
article-youth xyxy=(206,708,528,1112)
article-guarantee xyxy=(28,64,278,344)
article-body-3 xyxy=(804,752,919,938)
header-day: ಮಂಗಳವಾರ xyxy=(70,12,119,26)
photo-caption: ದಾವಣಗೆರೆಯ ಕೊಂಡಜ್ಜಿ ಗ್ರಾಮದ ಬಳಿ ಕಾಂಗ್ರೆಸ್ ಮುಖಂಡರು ಹೆಚ್ಚು ಸುದ್ದಿಯಾದರು. xyxy=(196,1336,327,1357)
registration-strip-right xyxy=(830,1406,890,1414)
box-title: ರಾಜ್ಯಪಾಲರಿಗೆ ಮನವಿ ಪತ್ರ xyxy=(687,581,790,595)
photo-caption: ವಿಧಾನಸೌಧದಲ್ಲಿ ರೈತ ಮುಖಂಡರೊಂದಿಗೆ ಮುಖ್ಯಮಂತ್ರಿ ಸಿದ್ದರಾಮಯ್ಯ ಅವರು ಸೋಮವಾರ ಬಜೆಟ್ ಪೂರ್ವಭಾವಿ ಸಭೆ ನಡೆಸಿದರು. xyxy=(299,310,656,334)
headline: ಜನರಿಗೆ ಕಾಂಗ್ರೆಸ್ ಗ್ಯಾರಂಟಿ ತಲುಪುತ್ತಿಲ್ಲವೇಕೆ?: ಛಲವಾದಿ xyxy=(28,64,189,103)
brief-2-body xyxy=(28,742,196,1100)
page-number: ೦೨ xyxy=(728,34,746,53)
